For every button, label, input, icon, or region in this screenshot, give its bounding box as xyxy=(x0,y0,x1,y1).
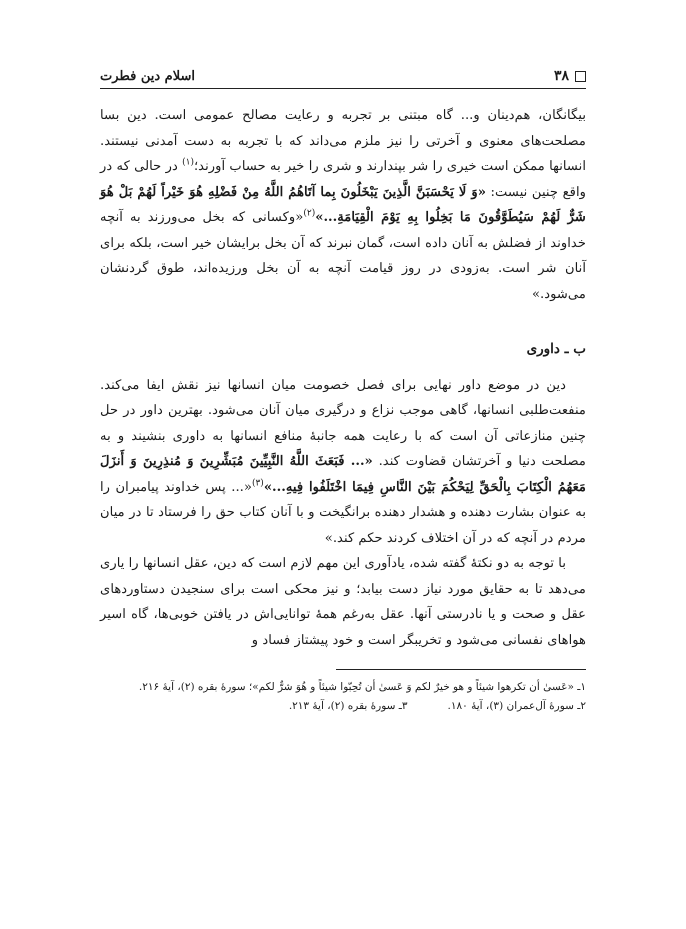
footnote-row xyxy=(100,697,586,716)
paragraph-1-text-b: در حالی که در واقع چنین نیست: xyxy=(100,159,586,200)
quran-verse-2: «... فَبَعَثَ اللَّهُ النَّبِیِّینَ مُبَشِّرِینَ وَ مُنذِرِینَ وَ أَنزَلَ مَعَهُمُ الْکِتَابَ بِالْحَقِّ لِیَحْکُمَ بَیْنَ النَّاسِ فِیمَا اخْتَلَفُوا فِیهِ...» xyxy=(100,454,586,495)
paragraph-1-text-a: بیگانگان، هم‌دینان و... گاه مبتنی بر تجربه و رعایت مصالح عمومی است. دین بسا مصلحت‌های معنوی و آخرتی را نیز ملزم می‌داند که با تجربه به دست آمدنی نیستند. انسانها ممکن است خیری را شر بپندارند و شری را خیر به حساب آورند؛ xyxy=(100,108,587,174)
footnote-1: ۱ـ «عَسیٰ أن تکرهوا شیئاً و هو خیرٌ لکم وَ عَسیٰ أن تُحِبّوا شیئاً و هُوَ شرٌّ لکم»؛ سورهٔ بقره (۲)، آیهٔ ۲۱۶. xyxy=(138,681,586,693)
footnote-ref-3: (۳) xyxy=(251,478,264,489)
paragraph-1 xyxy=(100,103,586,307)
section-title: ب ـ داوری xyxy=(526,341,586,357)
footnote-ref-1: (۱) xyxy=(182,157,194,168)
quran-verse-1: «وَ لَا یَحْسَبَنَّ الَّذِینَ یَبْخَلُونَ بِما آتَاهُمُ اللَّهُ مِنْ فَضْلِهِ هُوَ خَیْراً لَهُمْ بَلْ هُوَ شَرٌّ لَهُمْ سَیُطَوَّقُونَ مَا بَخِلُوا بِهِ یَوْمَ الْقِیَامَةِ...» xyxy=(100,184,586,225)
body-text xyxy=(100,103,586,653)
page xyxy=(100,62,586,716)
page-number-block xyxy=(554,68,586,84)
page-header xyxy=(100,62,586,89)
footnotes xyxy=(100,678,586,716)
footnote-3: ۳ـ سورهٔ بقره (۲)، آیهٔ ۲۱۳. xyxy=(288,700,408,712)
paragraph-2 xyxy=(100,373,586,552)
paragraph-1-text-c: «وکسانی که بخل می‌ورزند به آنچه خداوند از فضلش به آنان داده است، گمان نبرند که آن بخل برایشان خیر است، بلکه برای آنان شر است. به‌زودی در روز قیامت آنچه به آن بخل ورزیده‌اند، طوق گردنشان می‌شود.» xyxy=(100,210,586,302)
page-number: ۳۸ xyxy=(553,68,569,84)
footnote-divider xyxy=(336,669,586,670)
footnote-2: ۲ـ سورهٔ آل‌عمران (۳)، آیهٔ ۱۸۰. xyxy=(447,700,586,712)
paragraph-3: با توجه به دو نکتهٔ گفته شده، یادآوری این مهم لازم است که دین، عقل انسانها را یاری می‌دهد تا به حقایق مورد نیاز دست بیابد؛ و نیز محکی است برای سنجیدن دستاوردهای عقل و صحت و یا نادرستی آنها. عقل به‌رغم همهٔ توانایی‌اش در یافتن خوبی‌ها، گاه اسیر هواهای نفسانی می‌شود و تخریبگر است و خود پیشتاز فساد و xyxy=(100,556,586,648)
footnote-ref-2: (۲) xyxy=(303,208,316,219)
running-title: اسلام دین فطرت xyxy=(100,69,195,84)
square-icon xyxy=(575,71,586,82)
paragraph-2-text-b: «... پس خداوند پیامبران را به عنوان بشارت دهنده و هشدار دهنده برانگیخت و با آنان کتاب حق را فرستاد تا در میان مردم در آنچه که در آن اختلاف کردند حکم کند.» xyxy=(100,479,586,546)
paragraph-2-text-a: دین در موضع داور نهایی برای فصل خصومت میان انسانها نیز نقش ایفا می‌کند. منفعت‌طلبی انسانها، گاهی موجب نزاع و درگیری میان آنان می‌شود. بهترین داور در حل چنین منازعاتی آن است که با رعایت همه جانبهٔ منافع انسانها به داوری بنشیند و به مصلحت دنیا و آخرتشان قضاوت کند. xyxy=(100,377,586,469)
